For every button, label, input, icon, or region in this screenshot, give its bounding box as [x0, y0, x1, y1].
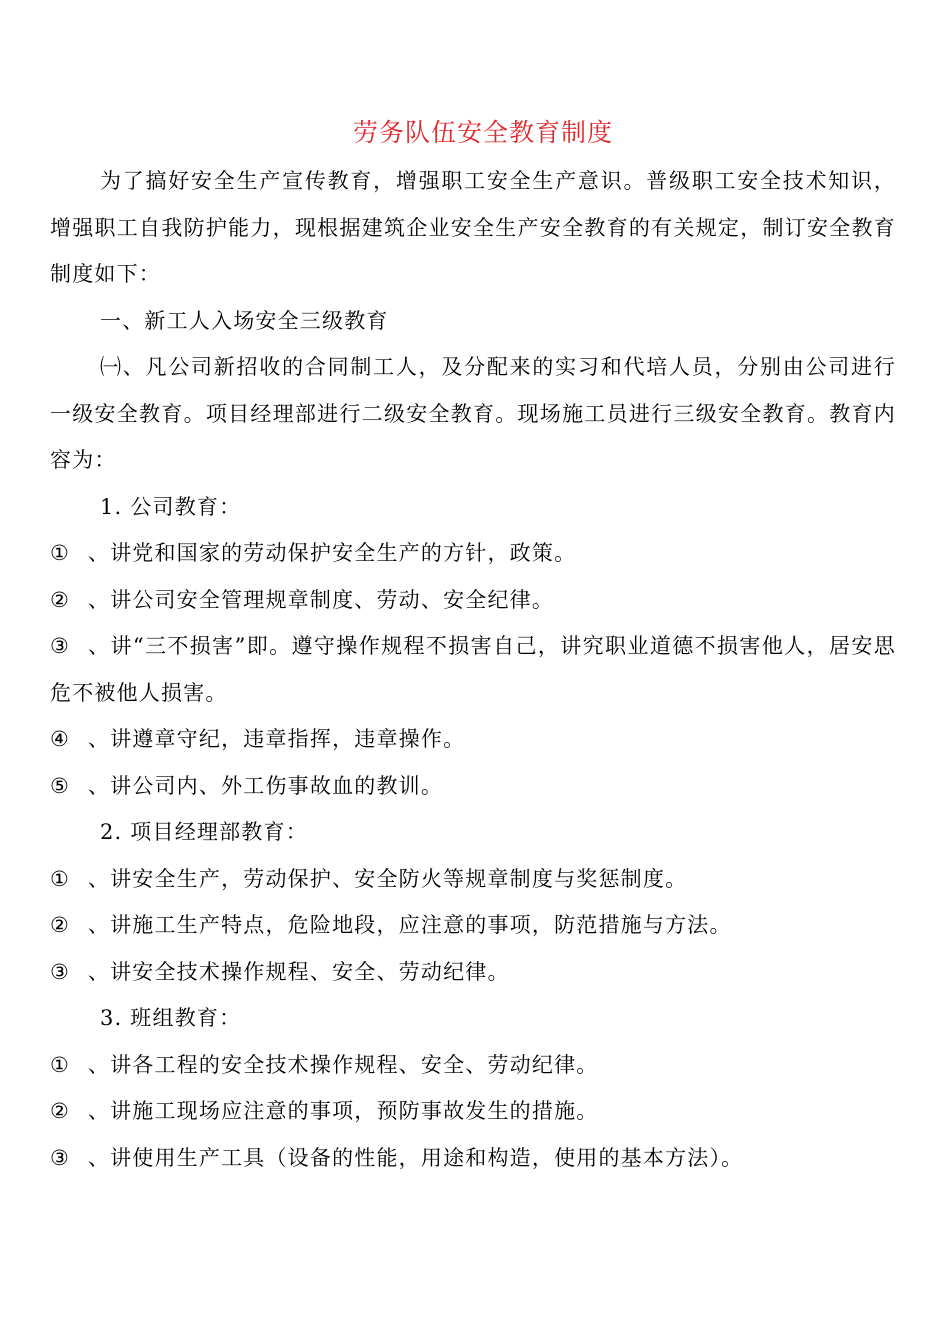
team-education-heading: 3. 班组教育： [100, 1006, 242, 1030]
list-item-text: 、讲施工现场应注意的事项，预防事故发生的措施。 [80, 1099, 599, 1123]
section-paragraph: ㈠、凡公司新招收的合同制工人，及分配来的实习和代培人员，分别由公司进行一级安全教育。项目经理部进行二级安全教育。现场施工员进行三级安全教育。教育内容为： [50, 355, 896, 472]
list-marker: ① [50, 866, 69, 891]
list-item-text: 、讲党和国家的劳动保护安全生产的方针，政策。 [80, 541, 577, 565]
intro-paragraph: 为了搞好安全生产宣传教育，增强职工安全生产意识。普级职工安全技术知识，增强职工自我防护能力，现根据建筑企业安全生产安全教育的有关规定，制订安全教育制度如下： [50, 169, 896, 286]
list-marker: ⑤ [50, 773, 69, 798]
list-marker: ① [50, 541, 69, 565]
list-item-text: 、讲公司安全管理规章制度、劳动、安全纪律。 [80, 587, 555, 612]
list-item-text: 、讲各工程的安全技术操作规程、安全、劳动纪律。 [80, 1052, 599, 1077]
list-item [50, 716, 896, 763]
list-item [50, 1042, 896, 1089]
list-item [50, 1088, 896, 1135]
list-marker: ② [50, 1099, 69, 1123]
list-item [50, 530, 896, 577]
company-education-heading: 1. 公司教育： [100, 494, 242, 519]
list-marker: ③ [50, 1145, 69, 1170]
list-item-text: 、讲施工生产特点，危险地段，应注意的事项，防范措施与方法。 [80, 913, 732, 937]
list-marker: ③ [50, 959, 69, 984]
list-marker: ② [50, 587, 69, 612]
list-item-text: 、讲公司内、外工伤事故血的教训。 [80, 773, 444, 798]
list-item [50, 949, 896, 996]
document-title: 劳务队伍安全教育制度 [352, 118, 613, 147]
list-item [50, 577, 896, 624]
list-marker: ② [50, 913, 69, 937]
list-item-text: 、讲“三不损害”即。遵守操作规程不损害自己，讲究职业道德不损害他人，居安思危不被他人损害。 [50, 634, 896, 705]
list-item [50, 763, 896, 810]
list-item [50, 902, 896, 949]
section-heading: 一、新工人入场安全三级教育 [100, 308, 389, 333]
list-item [50, 623, 896, 716]
list-item [50, 856, 896, 903]
project-education-heading: 2. 项目经理部教育： [100, 820, 308, 844]
list-item-text: 、讲使用生产工具（设备的性能，用途和构造，使用的基本方法）。 [80, 1145, 744, 1170]
list-marker: ① [50, 1052, 69, 1077]
document-page [50, 108, 896, 1181]
list-item-text: 、讲遵章守纪，违章指挥，违章操作。 [80, 727, 466, 751]
list-marker: ④ [50, 727, 69, 751]
list-item [50, 1135, 896, 1182]
list-item-text: 、讲安全技术操作规程、安全、劳动纪律。 [80, 959, 510, 984]
list-marker: ③ [50, 634, 69, 658]
list-item-text: 、讲安全生产，劳动保护、安全防火等规章制度与奖惩制度。 [80, 866, 688, 891]
